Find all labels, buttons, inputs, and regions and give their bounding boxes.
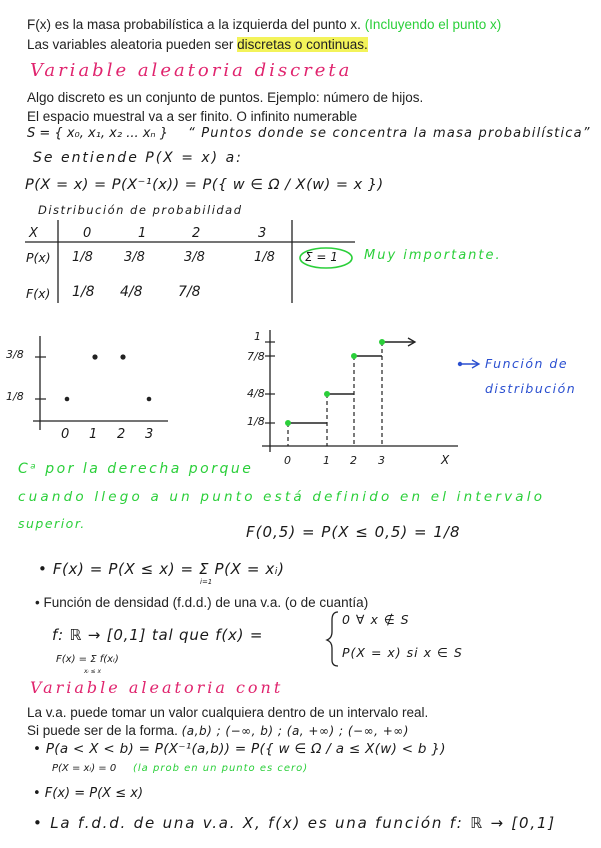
intro-line-1-main: F(x) es la masa probabilística a la izquierda del punto x. [27,17,361,32]
continuous-desc-2 [27,723,409,738]
understood-line: Se entiende P(X = x) a: [33,150,243,166]
cdf-y-label-7-8: 7/8 [247,350,265,363]
intro-line-1-green: (Incluyendo el punto x) [364,17,502,32]
cdf-sum-index: i=1 [200,578,213,586]
continuous-bullet-3: • La f.d.d. de una v.a. X, f(x) es una función f: ℝ → [0,1] [33,814,556,832]
cdf-point-2 [351,353,357,359]
pmf-point-2 [120,354,125,359]
density-sum-index: xᵢ ≤ x [84,668,102,675]
density-sum: F(x) = Σ f(xᵢ) [56,654,119,665]
cdf-x-label-2: 2 [350,454,357,467]
row-p-3: 1/8 [254,250,275,265]
continuous-bullet-1-note: (la prob en un punto es cero) [133,763,309,774]
prob-formula: P(X = x) = P(X⁻¹(x)) = P({ w ∈ Ω / X(w) = x }) [25,177,384,193]
continuous-bullet-2: • F(x) = P(X ≤ x) [33,786,144,801]
pmf-point-0 [65,397,70,402]
continuity-line-1: Cᵃ por la derecha porque [18,461,254,477]
cdf-y-label-4-8: 4/8 [247,387,265,400]
cdf-x-label-0: 0 [284,454,291,467]
cdf-point-0 [285,420,291,426]
table-header-2: 2 [192,226,201,241]
continuous-bullet-1-sub: P(X = xᵢ) = 0 [52,763,117,774]
continuous-intervals: (a,b) ; (−∞, b) ; (a, +∞) ; (−∞, +∞) [181,724,409,738]
table-header-0: 0 [83,226,92,241]
intro-line-1 [27,17,501,32]
cdf-x-label-var: X [441,453,450,467]
density-map: f: ℝ → [0,1] tal que f(x) = [52,626,264,644]
row-p-label: P(x) [26,250,51,265]
continuous-bullet-1: • P(a < X < b) = P(X⁻¹(a,b)) = P({ w ∈ Ω / a ≤ X(w) < b }) [33,741,446,757]
row-f-label: F(x) [26,286,51,301]
cdf-point-3 [379,339,385,345]
cdf-y-label-1: 1 [254,330,261,343]
intro-line-2-highlight: discretas o continuas. [237,37,368,52]
pmf-x-label-0: 0 [61,427,70,442]
row-f-1: 4/8 [120,284,143,300]
cdf-sum-formula [38,560,285,578]
discrete-desc-2: El espacio muestral va a ser finito. O infinito numerable [27,109,358,124]
intro-line-2 [27,37,368,52]
bullet-dot: • [35,595,44,610]
cdf-x-label-1: 1 [323,454,330,467]
row-f-2: 7/8 [178,284,201,300]
row-p-1: 3/8 [124,250,145,265]
density-case-2: P(X = x) si x ∈ S [342,645,463,660]
discrete-heading: Variable aleatoria discreta [30,60,353,81]
pmf-y-label-3-8: 3/8 [6,348,24,361]
pmf-point-3 [147,397,152,402]
bullet-dot: • [38,560,53,578]
support-note: “ Puntos donde se concentra la masa probabilística” [188,126,591,141]
density-typed-text: Función de densidad (f.d.d.) de una v.a. (o de cuantía) [43,595,369,610]
pmf-point-1 [92,354,97,359]
cdf-sum-text: F(x) = P(X ≤ x) = Σ P(X = xᵢ) [52,560,285,578]
row-p-0: 1/8 [72,250,93,265]
sum-label: Σ = 1 [305,250,338,264]
table-header-3: 3 [258,226,267,241]
pmf-x-label-2: 2 [117,427,126,442]
cdf-note-line-2: distribución [485,381,577,396]
table-header-x: X [29,226,38,241]
density-typed-line [35,595,368,610]
cdf-y-label-1-8: 1/8 [247,415,265,428]
support-set: S = { x₀, x₁, x₂ ... xₙ } [27,126,169,141]
discrete-desc-1: Algo discreto es un conjunto de puntos. Ejemplo: número de hijos. [27,90,424,105]
sum-note: Muy importante. [364,248,502,263]
continuous-desc-1: La v.a. puede tomar un valor cualquiera dentro de un intervalo real. [27,705,429,720]
row-f-0: 1/8 [72,284,95,300]
table-title: Distribución de probabilidad [38,203,243,217]
intro-line-2-main: Las variables aleatoria pueden ser [27,37,234,52]
cdf-point-1 [324,391,330,397]
table-header-1: 1 [138,226,147,241]
cdf-note-line-1: Función de [485,356,569,371]
cdf-x-label-3: 3 [378,454,385,467]
continuous-desc-2-text: Si puede ser de la forma. [27,723,178,738]
continuity-line-2: cuando llego a un punto está definido en el intervalo [18,489,546,505]
pmf-x-label-1: 1 [89,427,98,442]
continuous-heading: Variable aleatoria cont [30,678,284,697]
continuity-example: F(0,5) = P(X ≤ 0,5) = 1/8 [246,523,461,541]
pmf-y-label-1-8: 1/8 [6,390,24,403]
continuity-line-3: superior. [18,516,86,531]
pmf-x-label-3: 3 [145,427,154,442]
density-case-1: 0 ∀ x ∉ S [342,612,410,627]
row-p-2: 3/8 [184,250,205,265]
